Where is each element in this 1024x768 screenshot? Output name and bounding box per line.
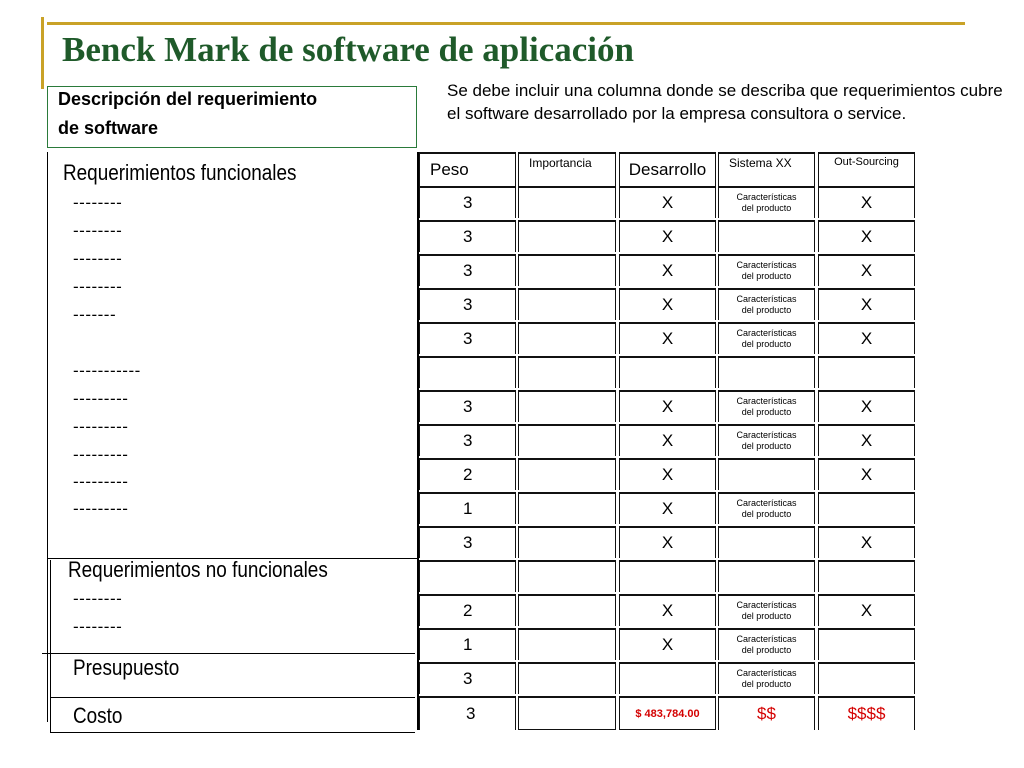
cost-desarrollo: $ 483,784.00 (619, 696, 716, 730)
cell-importancia (518, 560, 616, 592)
caracteristicas-label (736, 396, 796, 418)
cell-sistema (718, 628, 815, 660)
cell-sistema (718, 492, 815, 524)
cell-peso (419, 356, 516, 388)
cell-peso: 3 (419, 288, 516, 320)
cell-outsourcing: X (818, 526, 915, 558)
caract-line2: del producto (741, 407, 792, 417)
dash-item: --------- (73, 417, 129, 436)
cell-desarrollo: X (619, 424, 716, 456)
col-outsourcing-header: Out-Sourcing (818, 152, 915, 186)
cell-peso: 1 (419, 492, 516, 524)
cell-sistema (718, 220, 815, 252)
cell-peso: 3 (419, 322, 516, 354)
dash-item: --------- (73, 445, 129, 464)
caract-line2: del producto (741, 645, 792, 655)
sep-costo (50, 697, 415, 698)
cell-peso: 3 (419, 220, 516, 252)
dash-item: -------- (73, 617, 123, 636)
cell-desarrollo: X (619, 220, 716, 252)
cell-importancia (518, 662, 616, 694)
cell-outsourcing (818, 492, 915, 524)
caract-line2: del producto (741, 271, 792, 281)
cell-desarrollo: X (619, 492, 716, 524)
dash-item: -------- (73, 193, 123, 212)
cell-desarrollo: X (619, 526, 716, 558)
cell-peso: 1 (419, 628, 516, 660)
cell-outsourcing (818, 560, 915, 592)
cell-outsourcing: X (818, 186, 915, 218)
cell-outsourcing: X (818, 220, 915, 252)
description-header-line2: de software (58, 118, 159, 138)
col-importancia-header: Importancia (518, 152, 616, 186)
caracteristicas-label (736, 192, 796, 214)
cell-desarrollo: X (619, 594, 716, 626)
left-border-lower (50, 560, 51, 733)
page-title: Benck Mark de software de aplicación (62, 30, 634, 69)
cell-sistema (718, 560, 815, 592)
dash-item: -------- (73, 589, 123, 608)
cell-sistema (718, 288, 815, 320)
caract-line1: Características (736, 192, 797, 202)
caracteristicas-label (736, 294, 796, 316)
caract-line2: del producto (741, 679, 792, 689)
cost-sistema: $$ (718, 696, 815, 730)
cell-importancia (518, 526, 616, 558)
dash-item: -------- (73, 277, 123, 296)
cell-desarrollo (619, 560, 716, 592)
cell-peso (419, 560, 516, 592)
col-peso-header: Peso (419, 152, 516, 186)
dash-item: ----------- (73, 361, 141, 380)
sep-bottom (50, 732, 415, 733)
caracteristicas-label (736, 430, 796, 452)
cell-sistema (718, 322, 815, 354)
cell-desarrollo (619, 356, 716, 388)
cell-outsourcing: X (818, 322, 915, 354)
cell-desarrollo: X (619, 186, 716, 218)
cell-peso: 2 (419, 594, 516, 626)
sep-presupuesto (42, 653, 415, 654)
caract-line1: Características (736, 668, 797, 678)
cell-sistema (718, 390, 815, 422)
caracteristicas-label (736, 328, 796, 350)
dash-item: --------- (73, 499, 129, 518)
cell-sistema (718, 594, 815, 626)
cell-peso: 3 (419, 424, 516, 456)
cell-importancia (518, 186, 616, 218)
cell-sistema (718, 526, 815, 558)
cell-importancia (518, 220, 616, 252)
dash-item: ------- (73, 305, 117, 324)
cell-sistema (718, 424, 815, 456)
instruction-note: Se debe incluir una columna donde se describa que requerimientos cubre el software desarrollado por la empresa consultora o service. (447, 81, 1003, 123)
cell-desarrollo: X (619, 390, 716, 422)
cell-sistema (718, 662, 815, 694)
caract-line1: Características (736, 600, 797, 610)
caract-line2: del producto (741, 305, 792, 315)
caract-line1: Características (736, 396, 797, 406)
caract-line1: Características (736, 430, 797, 440)
cell-outsourcing (818, 356, 915, 388)
cell-desarrollo: X (619, 254, 716, 286)
col-sistema-header: Sistema XX (718, 152, 815, 186)
caract-line2: del producto (741, 203, 792, 213)
cell-outsourcing: X (818, 390, 915, 422)
dash-item: -------- (73, 221, 123, 240)
cell-outsourcing: X (818, 288, 915, 320)
top-accent-line (47, 22, 965, 25)
cell-peso: 3 (419, 254, 516, 286)
section-presupuesto: Presupuesto (73, 655, 180, 680)
caract-line2: del producto (741, 441, 792, 451)
dash-item: --------- (73, 389, 129, 408)
section-funcionales: Requerimientos funcionales (63, 160, 297, 185)
description-header-line1: Descripción del requerimiento (58, 89, 318, 109)
cell-peso: 3 (419, 186, 516, 218)
cost-peso: 3 (419, 696, 516, 730)
cost-outsourcing: $$$$ (818, 696, 915, 730)
cell-importancia (518, 390, 616, 422)
cell-outsourcing: X (818, 458, 915, 490)
col-desarrollo-header: Desarrollo (619, 152, 716, 186)
cell-sistema (718, 254, 815, 286)
cell-peso: 3 (419, 526, 516, 558)
cell-importancia (518, 628, 616, 660)
left-border (47, 152, 48, 722)
cell-sistema (718, 186, 815, 218)
cell-importancia (518, 492, 616, 524)
cell-outsourcing (818, 662, 915, 694)
cell-importancia (518, 322, 616, 354)
caracteristicas-label (736, 600, 796, 622)
caract-line1: Características (736, 498, 797, 508)
cell-desarrollo: X (619, 322, 716, 354)
section-no-funcionales: Requerimientos no funcionales (68, 557, 328, 582)
caracteristicas-label (736, 668, 796, 690)
cell-outsourcing (818, 628, 915, 660)
caracteristicas-label (736, 634, 796, 656)
caract-line1: Características (736, 294, 797, 304)
cell-outsourcing: X (818, 424, 915, 456)
caract-line1: Características (736, 328, 797, 338)
cell-importancia (518, 254, 616, 286)
section-costo: Costo (73, 703, 123, 728)
caract-line1: Características (736, 634, 797, 644)
cell-importancia (518, 356, 616, 388)
caract-line1: Características (736, 260, 797, 270)
cell-sistema (718, 356, 815, 388)
left-accent-line (41, 17, 44, 89)
dash-item: -------- (73, 249, 123, 268)
caracteristicas-label (736, 260, 796, 282)
caract-line2: del producto (741, 509, 792, 519)
cell-outsourcing: X (818, 254, 915, 286)
cell-desarrollo (619, 662, 716, 694)
cell-desarrollo: X (619, 288, 716, 320)
cell-peso: 3 (419, 662, 516, 694)
cell-desarrollo: X (619, 458, 716, 490)
cell-outsourcing: X (818, 594, 915, 626)
cell-importancia (518, 288, 616, 320)
cell-peso: 2 (419, 458, 516, 490)
cell-importancia (518, 458, 616, 490)
caract-line2: del producto (741, 611, 792, 621)
caracteristicas-label (736, 498, 796, 520)
cell-sistema (718, 458, 815, 490)
cell-importancia (518, 424, 616, 456)
cell-peso: 3 (419, 390, 516, 422)
caract-line2: del producto (741, 339, 792, 349)
cell-importancia (518, 594, 616, 626)
cell-desarrollo: X (619, 628, 716, 660)
dash-item: --------- (73, 472, 129, 491)
cost-importancia (518, 696, 616, 730)
